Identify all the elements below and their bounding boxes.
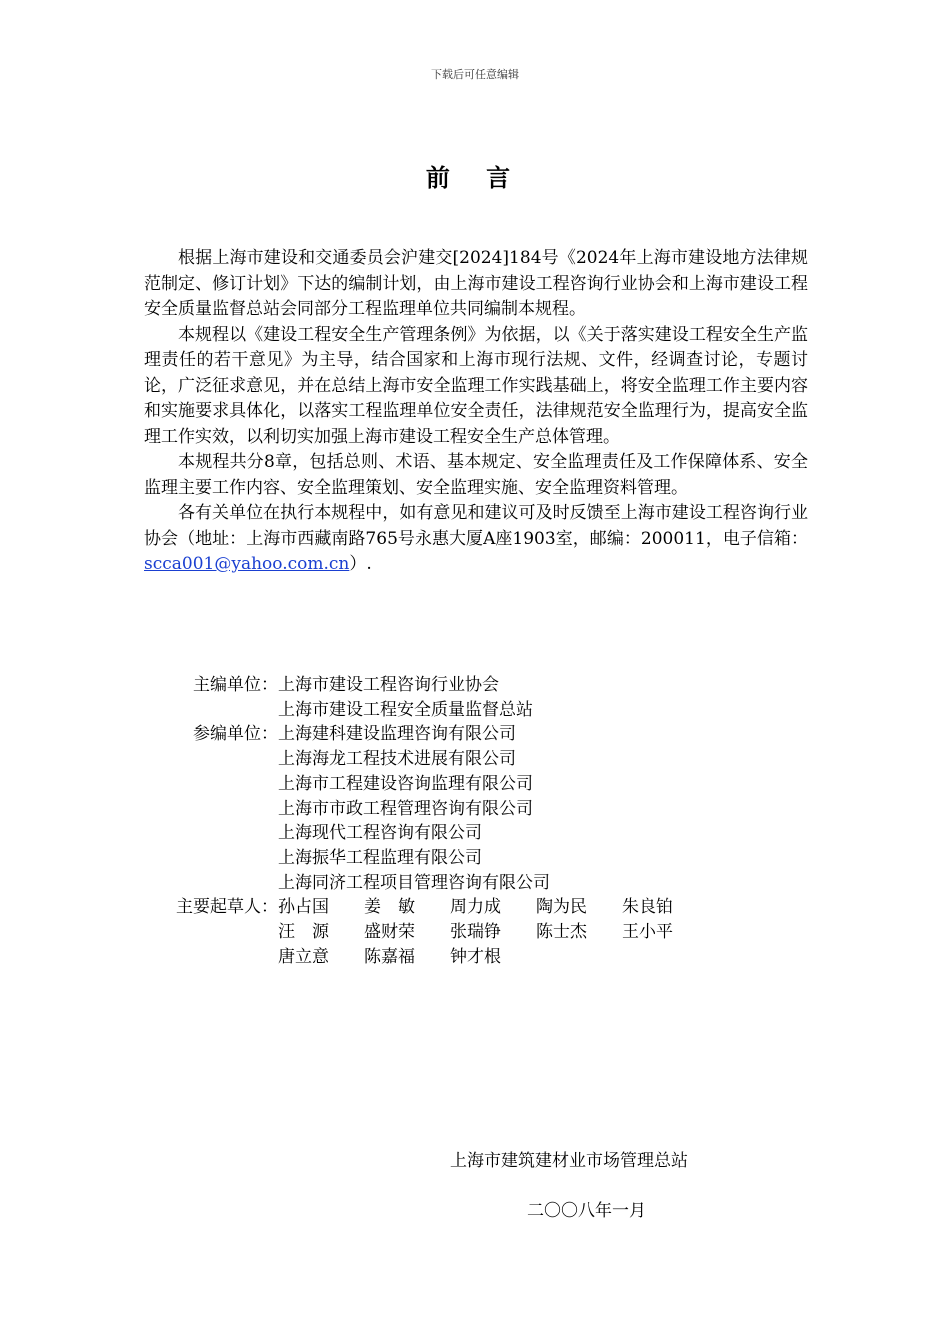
chief-unit-item: 上海市建设工程安全质量监督总站: [278, 699, 533, 720]
participating-units: [144, 722, 744, 895]
drafters-list: [278, 895, 744, 969]
chief-units-label: 主编单位：: [193, 675, 278, 695]
chief-units-list: [278, 673, 744, 722]
participating-unit-item: 上海同济工程项目管理咨询有限公司: [278, 872, 550, 893]
paragraph-3: 本规程共分8章，包括总则、术语、基本规定、安全监理责任及工作保障体系、安全监理主要工作内容、安全监理策划、安全监理实施、安全监理资料管理。: [144, 452, 808, 498]
chief-units: [144, 673, 744, 722]
drafter-name: 陶为民: [536, 897, 587, 918]
preface-body: [144, 246, 808, 578]
chief-unit-item: 上海市建设工程咨询行业协会: [278, 675, 499, 695]
drafter-name: 周力成: [450, 897, 501, 918]
paragraph-4-end: ）.: [349, 554, 372, 574]
drafter-name: 姜 敏: [364, 897, 415, 918]
drafter-name: 王小平: [622, 922, 673, 943]
main-drafters: [144, 895, 744, 969]
paragraph-2: 本规程以《建设工程安全生产管理条例》为依据，以《关于落实建设工程安全生产监理责任的若干意见》为主导，结合国家和上海市现行法规、文件，经调查讨论，专题讨论，广泛征求意见，并在总结上海市安全监理工作实践基础上，将安全监理工作主要内容和实施要求具体化，以落实工程监理单位安全责任，法律规范安全监理行为，提高安全监理工作实效，以利切实加强上海市建设工程安全生产总体管理。: [144, 324, 808, 447]
email-link[interactable]: scca001@yahoo.com.cn: [144, 554, 350, 574]
participating-unit-item: 上海市市政工程管理咨询有限公司: [278, 798, 533, 819]
header-note: 下载后可任意编辑: [431, 68, 519, 81]
footer-organization: 上海市建筑建材业市场管理总站: [450, 1151, 688, 1171]
paragraph-1: 根据上海市建设和交通委员会沪建交[2024]184号《2024年上海市建设地方法律规范制定、修订计划》下达的编制计划，由上海市建设工程咨询行业协会和上海市建设工程安全质量监督总站会同部分工程监理单位共同编制本规程。: [144, 248, 808, 319]
paragraph-4-text: 各有关单位在执行本规程中，如有意见和建议可及时反馈至上海市建设工程咨询行业协会（地址：上海市西藏南路765号永惠大厦A座1903室，邮编：200011，电子信箱：: [144, 503, 808, 549]
drafter-name: 朱良铂: [622, 897, 673, 918]
participating-unit-item: 上海现代工程咨询有限公司: [278, 823, 482, 844]
drafters-label: 主要起草人：: [176, 897, 278, 918]
participating-units-list: [278, 722, 744, 895]
drafter-name: 钟才根: [450, 946, 501, 967]
footer-date: 二〇〇八年一月: [527, 1201, 646, 1221]
credits-section: [144, 673, 744, 969]
drafter-name: 唐立意: [278, 946, 329, 967]
participating-unit-item: 上海海龙工程技术进展有限公司: [278, 749, 516, 770]
drafter-name: 张瑞铮: [450, 922, 501, 943]
participating-units-label: 参编单位：: [193, 724, 278, 745]
drafter-name: 孙占国: [278, 897, 329, 918]
drafter-name: 汪 源: [278, 922, 329, 943]
participating-unit-item: 上海振华工程监理有限公司: [278, 847, 482, 868]
drafter-name: 陈士杰: [536, 922, 587, 943]
participating-unit-item: 上海建科建设监理咨询有限公司: [278, 724, 516, 745]
drafter-name: 陈嘉福: [364, 946, 415, 967]
drafter-name: 盛财荣: [364, 922, 415, 943]
paragraph-4: [144, 501, 808, 578]
participating-unit-item: 上海市工程建设咨询监理有限公司: [278, 773, 533, 794]
page-title: 前 言: [425, 164, 525, 192]
